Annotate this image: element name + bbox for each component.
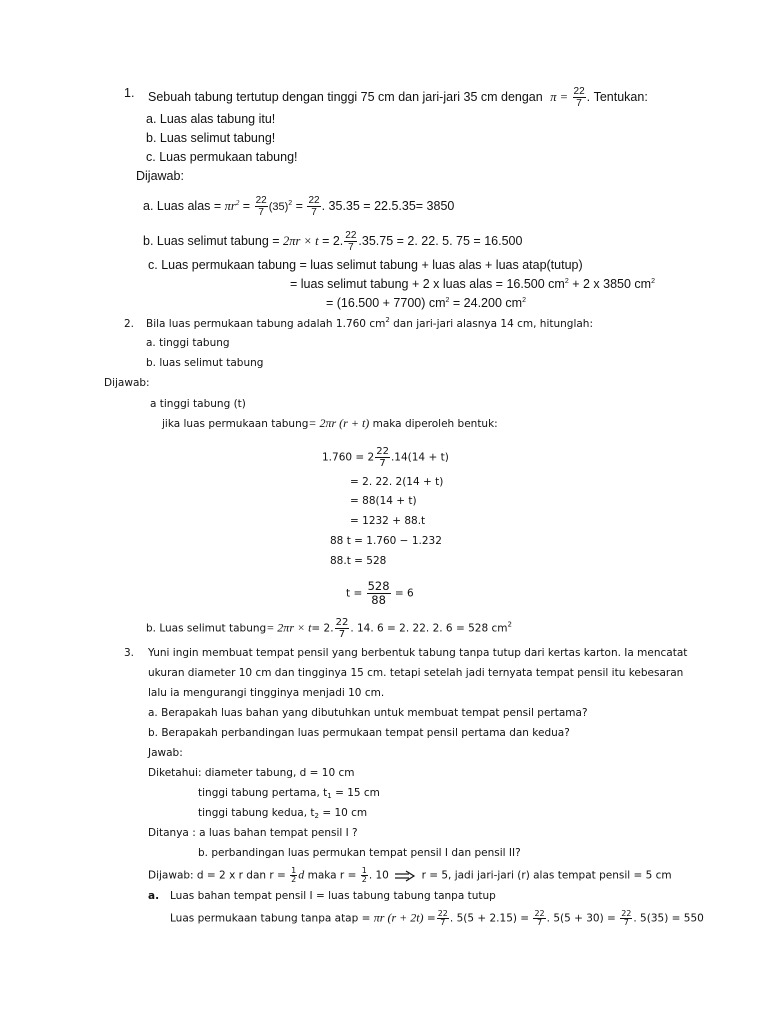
equals: = 2. [322,233,344,248]
problem-3-jawab: Jawab: [148,747,183,759]
fraction-22-7: $\frac{22}{7}$ [437,909,448,927]
fraction-22-7: $\frac{22}{7}$ [376,446,389,469]
problem-3-answer-a-text: Luas bahan tempat pensil I = luas tabung tabung tanpa tutup [170,890,496,902]
step-3: = 88(14 + t) [350,495,417,507]
problem-2-jika: jika luas permukaan tabung= 2πr (r + t) maka diperoleh bentuk: [162,416,498,430]
problem-3-question-a: a. Berapakah luas bahan yang dibutuhkan untuk membuat tempat pensil pertama? [148,707,588,719]
pi-r-squared: $\pi r^2$ [224,198,240,213]
problem-3-text-3: lalu ia mengurangi tingginya menjadi 10 cm. [148,687,385,699]
problem-2-answer-b: b. Luas selimut tabung= 2πr × t= 2. $\frac{22}{7}$ . 14. 6 = 2. 22. 2. 6 = 528 $cm^2$ [146,617,512,640]
problem-1-answer-a [143,195,454,218]
problem-3-text-2: ukuran diameter 10 cm dan tingginya 15 cm. tetapi setelah jadi ternyata tempat pensil itu kebesaran [148,667,684,679]
problem-2-statement: Bila luas permukaan tabung adalah 1.760 $cm^2$ dan jari-jari alasnya 14 cm, hitunglah: [146,316,594,330]
answer-a-result: . 35.35 = 22.5.35= 3850 [321,198,455,213]
equals: = [295,198,303,213]
step-1: 1.760 = 2 $\frac{22}{7}$ .14(14 + t) [322,446,449,469]
problem-3-diketahui: Diketahui: diameter tabung, d = 10 cm [148,767,355,779]
problem-1-question-a: a. Luas alas tabung itu! [146,112,276,126]
fraction-22-7: $\frac{22}{7}$ [345,230,357,253]
fraction-22-7: $\frac{22}{7}$ [534,909,545,927]
problem-3-tinggi-2: tinggi tabung kedua, $t_2 = 10$ cm [198,807,368,820]
pi-equals: π = [550,89,569,104]
problem-1-statement [148,86,648,109]
step-7: t = $\frac{528}{88}$ = 6 [346,579,414,607]
fraction-22-7: $\frac{22}{7}$ [255,195,267,218]
fraction-528-88: $\frac{528}{88}$ [367,579,390,607]
step-6: 88.t = 528 [330,555,387,567]
problem-1-tentukan: . Tentukan: [586,89,648,104]
answer-a-label: a. Luas alas = [143,198,222,213]
problem-1-number: 1. [124,86,135,100]
problem-1-answer-b [143,230,522,253]
surface-formula: = 2πr (r + t) [308,416,370,430]
problem-1-answer-c-line2: = luas selimut tabung + 2 x luas alas = 16.500 $cm^2 + 2$ x 3850 $cm^2$ [290,277,655,291]
problem-3-last-line: Luas permukaan tabung tanpa atap = πr (r + 2t) = $\frac{22}{7}$ . 5(5 + 2.15) = $\frac{22}{7}$ . 5(5 + 30) = $\frac{22}{7}$ . 5(35) = 550 [170,909,704,927]
problem-3-ditanya-b: b. perbandingan luas permukan tempat pensil I dan pensil II? [198,847,521,859]
step-2: = 2. 22. 2(14 + t) [350,476,444,488]
problem-3-text-1: Yuni ingin membuat tempat pensil yang berbentuk tabung tanpa tutup dari kertas karton. Ia mencatat [148,647,688,659]
tanpa-atap-formula: πr (r + 2t) [373,910,424,925]
problem-1-answer-c-line3: = (16.500 + 7700) $cm^2 = 24.200$ $cm^2$ [326,296,526,310]
answer-b-label: b. Luas selimut tabung = [143,233,280,248]
problem-2-sub-a: a tinggi tabung (t) [150,398,246,410]
fraction-22-7: $\frac{22}{7}$ [621,909,632,927]
problem-1-dijawab: Dijawab: [136,169,184,183]
problem-1-intro: Sebuah tabung tertutup dengan tinggi 75 cm dan jari-jari 35 cm dengan [148,89,543,104]
step-4: = 1232 + 88.t [350,515,426,527]
equals: = [242,198,251,213]
selimut-formula: 2πr × t [283,233,319,248]
problem-1-question-b: b. Luas selimut tabung! [146,131,276,145]
problem-3-ditanya: Ditanya : a luas bahan tempat pensil I ? [148,827,358,839]
answer-b-result: .35.75 = 2. 22. 5. 75 = 16.500 [358,233,523,248]
fraction-one-half: $\frac{1}{2}$ [361,866,367,884]
problem-2-number: 2. [124,318,135,330]
problem-2-question-b: b. luas selimut tabung [146,357,264,369]
problem-2-dijawab: Dijawab: [104,377,150,389]
selimut-formula: = 2πr × t [266,620,312,635]
step-5: 88 t = 1.760 − 1.232 [330,535,442,547]
thirty-five-squared: $(35)^2$ [268,199,293,213]
problem-1-question-c: c. Luas permukaan tabung! [146,150,298,164]
problem-3-answer-a-label: a. [148,890,160,902]
fraction-22-7: $\frac{22}{7}$ [573,86,585,109]
problem-2-question-a: a. tinggi tabung [146,337,230,349]
implies-arrow-icon [394,870,416,882]
problem-3-number: 3. [124,647,135,659]
problem-3-question-b: b. Berapakah perbandingan luas permukaan tempat pensil pertama dan kedua? [148,727,570,739]
fraction-one-half: $\frac{1}{2}$ [291,866,297,884]
problem-3-dijawab: Dijawab: d = 2 x r dan r = $\frac{1}{2}$ d maka r = $\frac{1}{2}$ . 10 r = 5, jadi jari-jari (r) alas tempat pensil = 5 cm [148,866,672,884]
problem-1-answer-c-line1: c. Luas permukaan tabung = luas selimut tabung + luas alas + luas atap(tutup) [148,258,583,272]
fraction-22-7: $\frac{22}{7}$ [335,617,349,640]
fraction-22-7: $\frac{22}{7}$ [308,195,320,218]
problem-3-tinggi-1: tinggi tabung pertama, $t_1 = 15$ cm [198,787,380,800]
